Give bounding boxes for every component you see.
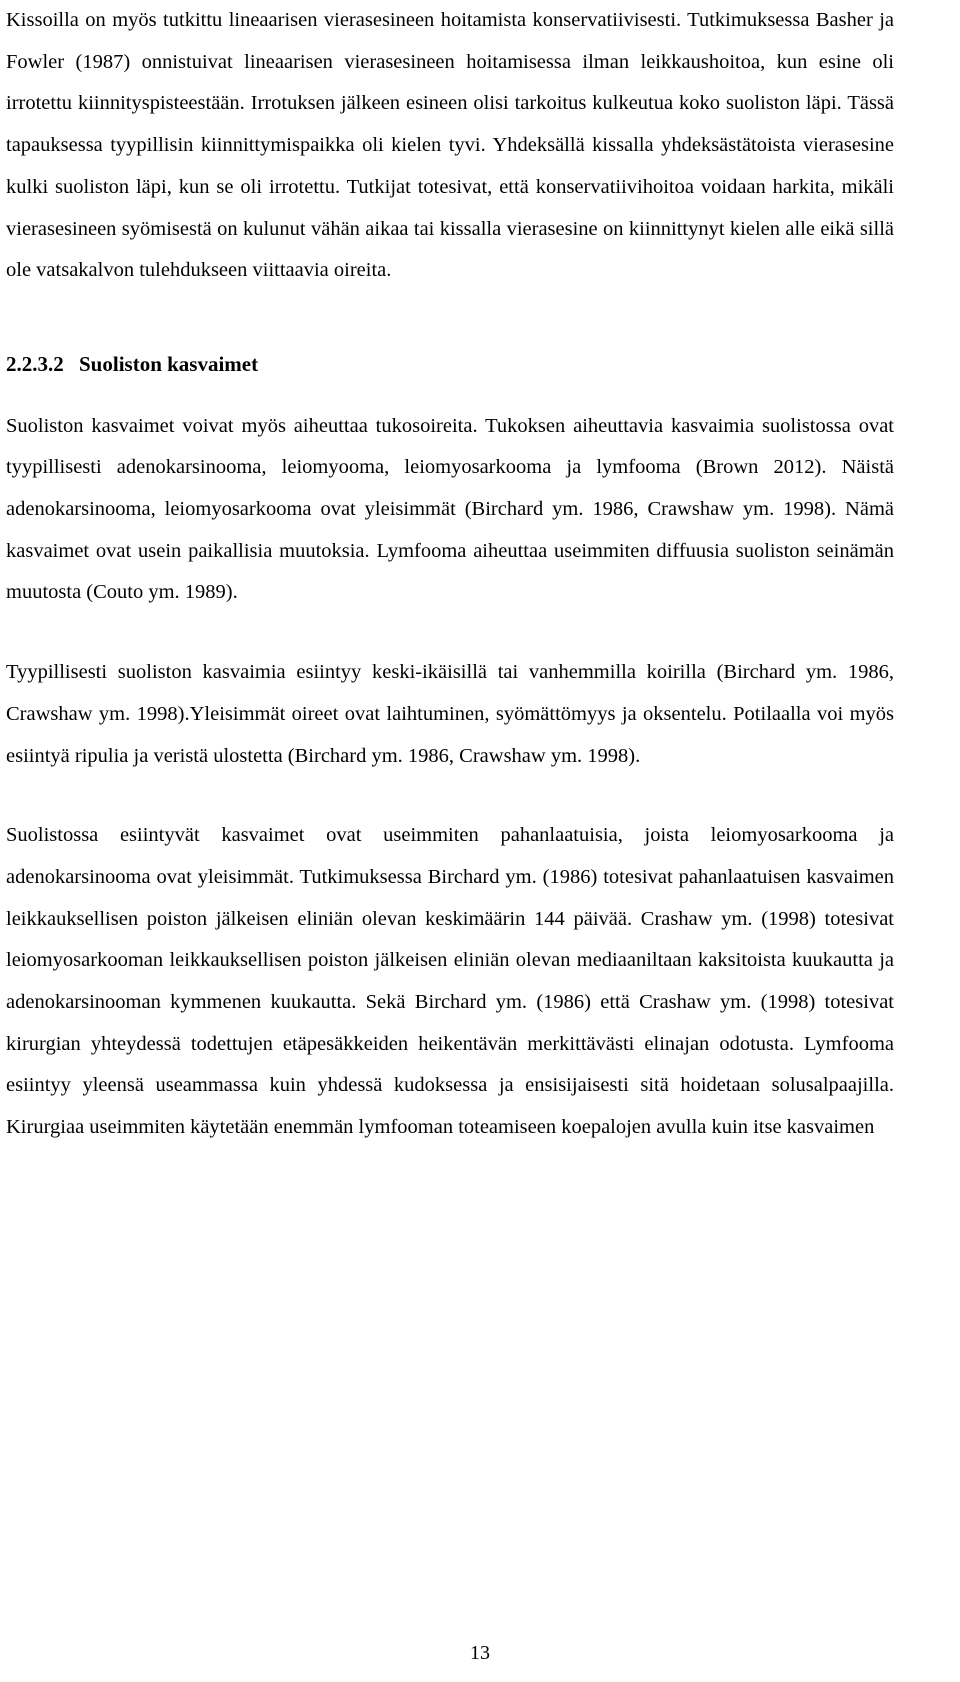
paragraph-tumor-prognosis: Suolistossa esiintyvät kasvaimet ovat useimmiten pahanlaatuisia, joista leiomyosarkooma ja adenokarsinooma ovat yleisimmät. Tutkimuksessa Birchard ym. (1986) totesivat pahanlaatuisen kasvaimen leikkauksellisen poiston jälkeisen eliniän olevan keskimäärin 144 päivää. Crashaw ym. (1998) totesivat leiomyosarkooman leikkauksellisen poiston jälkeisen eliniän olevan mediaaniltaan kaksitoista kuukautta ja adenokarsinooman kymmenen kuukautta. Sekä Birchard ym. (1986) että Crashaw ym. (1998) totesivat kirurgian yhteydessä todettujen etäpesäkkeiden heikentävän merkittävästi elinajan odotusta. Lymfooma esiintyy yleensä useammassa kuin yhdessä kudoksessa ja ensisijaisesti sitä hoidetaan solusalpaajilla. Kirurgiaa useimmiten käytetään enemmän lymfooman toteamiseen koepalojen avulla kuin itse kasvaimen bbox=[6, 824, 894, 1139]
page-number: 13 bbox=[470, 1642, 490, 1664]
paragraph-intestinal-tumors: Suoliston kasvaimet voivat myös aiheuttaa tukosoireita. Tukoksen aiheuttavia kasvaimia suolistossa ovat tyypillisesti adenokarsinooma, leiomyooma, leiomyosarkooma ja lymfooma (Brown 2012). Näistä adenokarsinooma, leiomyosarkooma ovat yleisimmät (Birchard ym. 1986, Crawshaw ym. 1998). Nämä kasvaimet ovat usein paikallisia muutoksia. Lymfooma aiheuttaa useimmiten diffuusia suoliston seinämän muutosta (Couto ym. 1989). bbox=[6, 414, 894, 604]
section-heading bbox=[6, 344, 894, 386]
section-title: Suoliston kasvaimet bbox=[79, 351, 259, 376]
document-page bbox=[6, 0, 894, 1149]
section-number: 2.2.3.2 bbox=[6, 351, 64, 376]
paragraph-foreign-body-treatment: Kissoilla on myös tutkittu lineaarisen vierasesineen hoitamista konservatiivisesti. Tutkimuksessa Basher ja Fowler (1987) onnistuivat lineaarisen vierasesineen hoitamisessa ilman leikkaushoitoa, kun esine oli irrotettu kiinnityspisteestään. Irrotuksen jälkeen esineen olisi tarkoitus kulkeutua koko suoliston läpi. Tässä tapauksessa tyypillisin kiinnittymispaikka oli kielen tyvi. Yhdeksällä kissalla yhdeksästätoista vierasesine kulki suoliston läpi, kun se oli irrotettu. Tutkijat totesivat, että konservatiivihoitoa voidaan harkita, mikäli vierasesineen syömisestä on kulunut vähän aikaa tai kissalla vierasesine on kiinnittynyt kielen alle eikä sillä ole vatsakalvon tulehdukseen viittaavia oireita. bbox=[6, 9, 894, 282]
paragraph-tumor-symptoms: Tyypillisesti suoliston kasvaimia esiintyy keski-ikäisillä tai vanhemmilla koirilla (Birchard ym. 1986, Crawshaw ym. 1998).Yleisimmät oireet ovat laihtuminen, syömättömyys ja oksentelu. Potilaalla voi myös esiintyä ripulia ja veristä ulostetta (Birchard ym. 1986, Crawshaw ym. 1998). bbox=[6, 661, 894, 767]
